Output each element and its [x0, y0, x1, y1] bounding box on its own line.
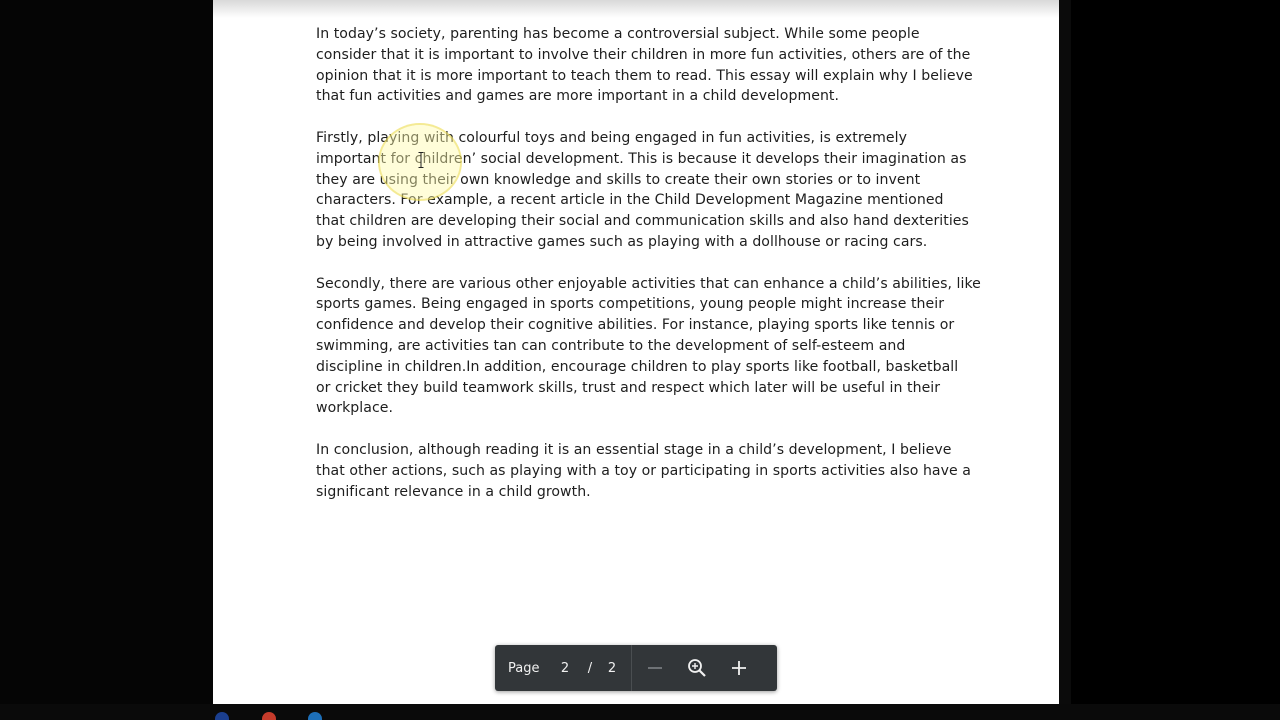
text-line: they are using their own knowledge and skills to create their own stories or to invent	[316, 171, 921, 188]
document-page	[213, 0, 1059, 704]
magnifier-icon	[687, 658, 707, 678]
zoom-in-button[interactable]	[718, 645, 760, 691]
paragraph-intro	[316, 24, 973, 107]
browser-taskbar-icon[interactable]	[262, 712, 276, 720]
text-line: swimming, are activities tan can contribute to the development of self-esteem and	[316, 337, 906, 354]
taskbar	[0, 704, 1280, 720]
current-page-input[interactable]: 2	[560, 660, 570, 676]
text-line: that fun activities and games are more important in a child development.	[316, 88, 840, 105]
text-line: important for children’ social development. This is because it develops their imagination as	[316, 150, 967, 167]
text-line: confidence and develop their cognitive abilities. For instance, playing sports like tennis or	[316, 317, 955, 334]
toolbar-divider	[631, 645, 632, 691]
page-separator: /	[587, 660, 593, 676]
text-line: characters. For example, a recent article in the Child Development Magazine mentioned	[316, 192, 944, 209]
text-line: that children are developing their social and communication skills and also hand dexterities	[316, 213, 969, 230]
total-pages: 2	[607, 660, 617, 676]
page-label: Page	[508, 660, 540, 676]
text-line: that other actions, such as playing with a toy or participating in sports activities also have a	[316, 462, 971, 479]
text-line: discipline in children.In addition, encourage children to play sports like football, basketball	[316, 358, 959, 375]
viewer-scrollbar-track[interactable]	[1059, 0, 1071, 704]
text-line: consider that it is important to involve their children in more fun activities, others are of the	[316, 46, 971, 63]
text-line: In conclusion, although reading it is an essential stage in a child’s development, I believe	[316, 441, 952, 458]
zoom-out-button[interactable]	[634, 645, 676, 691]
text-line: or cricket they build teamwork skills, trust and respect which later will be useful in their	[316, 379, 941, 396]
text-line: Secondly, there are various other enjoyable activities that can enhance a child’s abilities, like	[316, 275, 981, 292]
plus-icon	[731, 660, 747, 676]
text-line: by being involved in attractive games such as playing with a dollhouse or racing cars.	[316, 233, 928, 250]
text-line: opinion that it is more important to teach them to read. This essay will explain why I believe	[316, 67, 973, 84]
taskbar-app-icon[interactable]	[215, 712, 229, 720]
paragraph-firstly	[316, 128, 969, 253]
minus-icon	[647, 660, 663, 676]
text-line: In today’s society, parenting has become a controversial subject. While some people	[316, 26, 920, 42]
paragraph-conclusion	[316, 440, 971, 502]
taskbar-app-icon[interactable]	[308, 712, 322, 720]
fit-to-page-button[interactable]	[676, 645, 718, 691]
page-top-edge	[213, 0, 1059, 18]
viewer-background-left	[0, 0, 213, 704]
paragraph-secondly	[316, 274, 981, 420]
text-line: workplace.	[316, 400, 394, 417]
text-line: significant relevance in a child growth.	[316, 483, 591, 500]
text-line: sports games. Being engaged in sports competitions, young people might increase their	[316, 296, 945, 313]
pdf-page-toolbar	[495, 645, 777, 691]
document-body	[316, 24, 981, 523]
text-line: Firstly, playing with colourful toys and being engaged in fun activities, is extremely	[316, 129, 907, 146]
